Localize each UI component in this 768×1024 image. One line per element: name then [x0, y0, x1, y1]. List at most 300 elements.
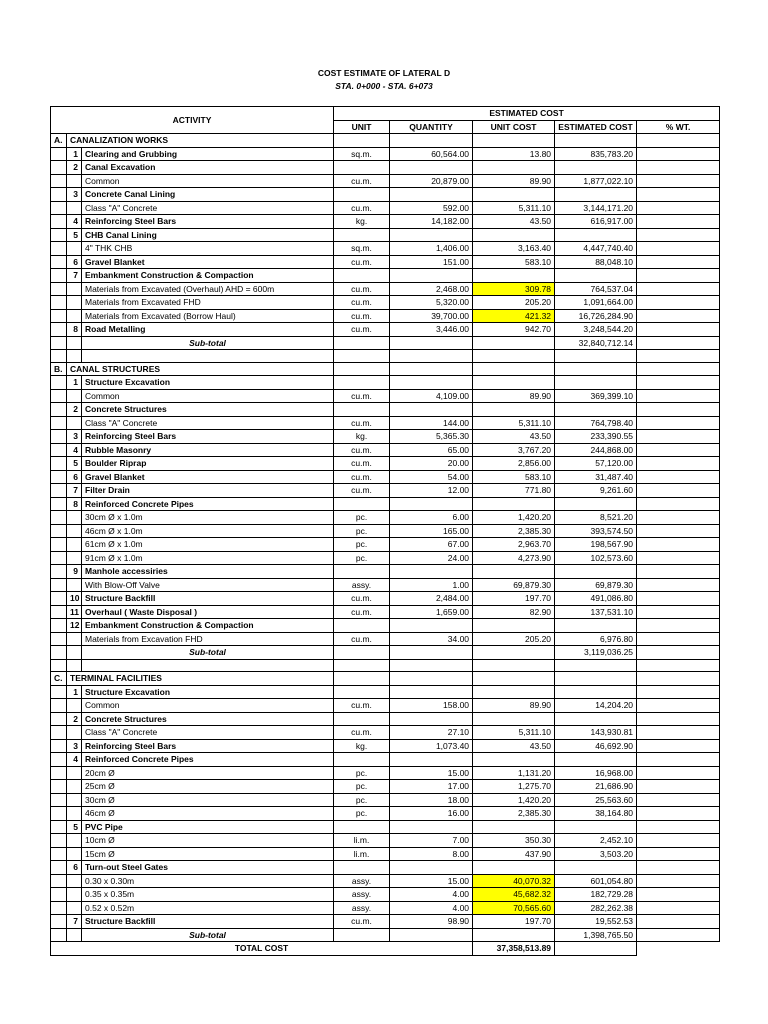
unit-cell	[334, 269, 390, 283]
percent-weight-cell	[637, 323, 720, 337]
item-description: CHB Canal Lining	[82, 228, 334, 242]
spacer-cell	[51, 578, 67, 592]
estimated-cost-cell: 491,086.80	[555, 592, 637, 606]
item-description: Clearing and Grubbing	[82, 147, 334, 161]
percent-weight-cell	[637, 389, 720, 403]
sub-item-description: Materials from Excavated (Overhaul) AHD = 600m	[82, 282, 334, 296]
unit-cost-cell: 350.30	[473, 834, 555, 848]
quantity-cell: 12.00	[390, 484, 473, 498]
percent-weight-cell	[637, 847, 720, 861]
unit-cell: sq.m.	[334, 147, 390, 161]
estimated-cost-cell	[555, 685, 637, 699]
item-number: 11	[67, 605, 82, 619]
unit-cost-cell: 1,131.20	[473, 766, 555, 780]
table-row	[51, 888, 720, 902]
estimated-cost-cell	[555, 672, 637, 686]
spacer-cell	[67, 766, 82, 780]
item-number: 3	[67, 430, 82, 444]
quantity-cell	[390, 712, 473, 726]
quantity-cell: 16.00	[390, 807, 473, 821]
percent-weight-cell	[637, 592, 720, 606]
unit-cell	[334, 685, 390, 699]
subtotal-label: Sub-total	[82, 336, 334, 350]
unit-cell	[334, 403, 390, 417]
estimated-cost-cell: 137,531.10	[555, 605, 637, 619]
unit-cost-cell	[473, 672, 555, 686]
unit-cost-cell	[473, 134, 555, 148]
table-row	[51, 511, 720, 525]
spacer-cell	[51, 685, 67, 699]
percent-weight-cell	[637, 766, 720, 780]
table-row	[51, 915, 720, 929]
unit-cell	[334, 820, 390, 834]
table-row	[51, 726, 720, 740]
spacer-cell	[51, 376, 67, 390]
percent-weight-cell	[637, 242, 720, 256]
activity-header: ACTIVITY	[51, 107, 334, 134]
unit-cell: cu.m.	[334, 323, 390, 337]
estimated-cost-cell	[555, 269, 637, 283]
percent-weight-cell	[637, 215, 720, 229]
spacer-cell	[51, 269, 67, 283]
sub-item-description: With Blow-Off Valve	[82, 578, 334, 592]
unit-cell: kg.	[334, 215, 390, 229]
unit-cost-cell: 197.70	[473, 915, 555, 929]
estimated-cost-cell: 143,930.81	[555, 726, 637, 740]
quantity-cell: 14,182.00	[390, 215, 473, 229]
section-title: TERMINAL FACILITIES	[67, 672, 334, 686]
item-description: Rubble Masonry	[82, 443, 334, 457]
percent-weight-cell	[637, 430, 720, 444]
percent-weight-cell	[637, 739, 720, 753]
item-number: 7	[67, 484, 82, 498]
item-number: 3	[67, 739, 82, 753]
unit-cost-cell	[473, 565, 555, 579]
estimated-cost-cell: 601,054.80	[555, 874, 637, 888]
estimated-cost-cell	[555, 188, 637, 202]
spacer-cell	[51, 901, 67, 915]
sub-item-description: 15cm Ø	[82, 847, 334, 861]
unit-cell: pc.	[334, 538, 390, 552]
percent-weight-cell	[637, 888, 720, 902]
table-row	[51, 861, 720, 875]
unit-cost-cell	[473, 228, 555, 242]
spacer-cell	[51, 484, 67, 498]
table-row	[51, 416, 720, 430]
unit-cost-cell: 43.50	[473, 739, 555, 753]
quantity-cell: 592.00	[390, 201, 473, 215]
quantity-cell: 158.00	[390, 699, 473, 713]
sub-item-description: 10cm Ø	[82, 834, 334, 848]
table-row	[51, 242, 720, 256]
estimated-cost-cell: 88,048.10	[555, 255, 637, 269]
estimated-cost-cell	[555, 376, 637, 390]
unit-cost-cell: 5,311.10	[473, 726, 555, 740]
quantity-cell	[390, 362, 473, 376]
table-row	[51, 389, 720, 403]
quantity-cell: 1,406.00	[390, 242, 473, 256]
estimated-cost-cell	[555, 228, 637, 242]
spacer-cell	[67, 511, 82, 525]
spacer-cell	[67, 578, 82, 592]
item-number: 5	[67, 457, 82, 471]
percent-weight-cell	[637, 161, 720, 175]
spacer-cell	[51, 389, 67, 403]
total-estimated-cost: 37,358,513.89	[473, 942, 555, 956]
table-row	[51, 619, 720, 633]
table-row	[51, 497, 720, 511]
unit-cost-cell	[473, 753, 555, 767]
estimated-cost-cell	[555, 161, 637, 175]
quantity-cell: 67.00	[390, 538, 473, 552]
spacer-cell	[67, 201, 82, 215]
quantity-cell: 1,659.00	[390, 605, 473, 619]
sub-item-description: 20cm Ø	[82, 766, 334, 780]
sub-item-description: 61cm Ø x 1.0m	[82, 538, 334, 552]
unit-cell: cu.m.	[334, 915, 390, 929]
quantity-cell: 20,879.00	[390, 174, 473, 188]
unit-cell	[334, 362, 390, 376]
item-description: Reinforcing Steel Bars	[82, 430, 334, 444]
unit-cost-cell: 421.32	[473, 309, 555, 323]
item-number: 4	[67, 753, 82, 767]
estimated-cost-cell: 4,447,740.40	[555, 242, 637, 256]
spacer-cell	[51, 888, 67, 902]
item-number: 3	[67, 188, 82, 202]
unit-cell: cu.m.	[334, 296, 390, 310]
table-row	[51, 901, 720, 915]
percent-weight-cell	[637, 619, 720, 633]
table-row	[51, 578, 720, 592]
item-description: Gravel Blanket	[82, 255, 334, 269]
unit-cell: li.m.	[334, 834, 390, 848]
unit-cell	[334, 928, 390, 942]
spacer-cell	[51, 766, 67, 780]
estimated-cost-cell: 198,567.90	[555, 538, 637, 552]
quantity-cell	[390, 753, 473, 767]
percent-weight-cell	[637, 793, 720, 807]
unit-cost-cell: 3,163.40	[473, 242, 555, 256]
unit-cell	[334, 188, 390, 202]
percent-weight-header: % WT.	[637, 120, 720, 134]
sub-item-description: Common	[82, 389, 334, 403]
unit-cell: cu.m.	[334, 282, 390, 296]
unit-cost-cell	[473, 497, 555, 511]
sub-item-description: Materials from Excavated (Borrow Haul)	[82, 309, 334, 323]
item-description: Filter Drain	[82, 484, 334, 498]
unit-cell	[334, 565, 390, 579]
percent-weight-cell	[637, 350, 720, 363]
estimated-cost-cell	[555, 619, 637, 633]
estimated-cost-cell: 244,868.00	[555, 443, 637, 457]
table-row	[51, 188, 720, 202]
unit-cell: kg.	[334, 739, 390, 753]
table-row	[51, 834, 720, 848]
unit-header: UNIT	[334, 120, 390, 134]
spacer-cell	[51, 565, 67, 579]
sub-item-description: 46cm Ø	[82, 807, 334, 821]
estimated-cost-cell: 3,119,036.25	[555, 646, 637, 660]
sub-item-description: Materials from Excavation FHD	[82, 632, 334, 646]
table-row	[51, 376, 720, 390]
sub-item-description: 30cm Ø x 1.0m	[82, 511, 334, 525]
spacer-cell	[51, 551, 67, 565]
quantity-cell: 151.00	[390, 255, 473, 269]
section-row	[51, 362, 720, 376]
subtotal-row	[51, 336, 720, 350]
table-row	[51, 820, 720, 834]
table-row	[51, 443, 720, 457]
unit-cell: assy.	[334, 901, 390, 915]
unit-cost-cell: 89.90	[473, 389, 555, 403]
spacer-cell	[51, 699, 67, 713]
spacer-cell	[51, 430, 67, 444]
spacer-cell	[67, 416, 82, 430]
table-row	[51, 699, 720, 713]
header-row-1	[51, 107, 720, 121]
spacer-cell	[67, 807, 82, 821]
unit-cell: pc.	[334, 511, 390, 525]
quantity-cell: 3,446.00	[390, 323, 473, 337]
item-number: 1	[67, 376, 82, 390]
subtotal-row	[51, 646, 720, 660]
quantity-cell: 15.00	[390, 766, 473, 780]
quantity-cell: 7.00	[390, 834, 473, 848]
quantity-cell	[390, 350, 473, 363]
item-number: 5	[67, 820, 82, 834]
estimated-cost-cell: 2,452.10	[555, 834, 637, 848]
cost-estimate-table	[50, 106, 720, 956]
spacer-cell	[51, 739, 67, 753]
table-row	[51, 524, 720, 538]
unit-cost-cell: 2,385.30	[473, 524, 555, 538]
percent-weight-cell	[637, 309, 720, 323]
item-description: Concrete Canal Lining	[82, 188, 334, 202]
unit-cost-cell: 1,420.20	[473, 511, 555, 525]
page-subtitle: STA. 0+000 - STA. 6+073	[335, 81, 433, 91]
sub-item-description: 4" THK CHB	[82, 242, 334, 256]
item-number: 2	[67, 403, 82, 417]
sub-item-description: 0.30 x 0.30m	[82, 874, 334, 888]
percent-weight-cell	[637, 861, 720, 875]
estimated-cost-cell: 1,877,022.10	[555, 174, 637, 188]
spacer-cell	[51, 201, 67, 215]
percent-weight-cell	[637, 336, 720, 350]
estimated-cost-cell: 182,729.28	[555, 888, 637, 902]
unit-cell: pc.	[334, 793, 390, 807]
blank-row	[51, 659, 720, 672]
spacer-cell	[51, 228, 67, 242]
unit-cost-cell: 205.20	[473, 296, 555, 310]
table-row	[51, 215, 720, 229]
unit-cost-cell: 43.50	[473, 430, 555, 444]
item-number: 2	[67, 161, 82, 175]
spacer-cell	[51, 524, 67, 538]
unit-cost-cell: 2,385.30	[473, 807, 555, 821]
unit-cell: cu.m.	[334, 699, 390, 713]
unit-cost-cell	[473, 659, 555, 672]
table-row	[51, 457, 720, 471]
quantity-cell: 20.00	[390, 457, 473, 471]
section-letter: A.	[51, 134, 67, 148]
quantity-cell	[390, 861, 473, 875]
item-description: Concrete Structures	[82, 403, 334, 417]
spacer-cell	[67, 780, 82, 794]
sub-item-description: Class "A" Concrete	[82, 416, 334, 430]
unit-cell	[334, 619, 390, 633]
estimated-cost-cell	[555, 565, 637, 579]
estimated-cost-cell: 69,879.30	[555, 578, 637, 592]
item-description: Reinforcing Steel Bars	[82, 739, 334, 753]
percent-weight-cell	[637, 901, 720, 915]
item-description: Road Metalling	[82, 323, 334, 337]
spacer-cell	[51, 915, 67, 929]
unit-cell: pc.	[334, 780, 390, 794]
section-letter: B.	[51, 362, 67, 376]
sub-item-description: Class "A" Concrete	[82, 726, 334, 740]
estimated-cost-cell	[555, 134, 637, 148]
percent-weight-cell	[637, 915, 720, 929]
spacer-cell	[51, 646, 67, 660]
estimated-cost-cell	[555, 861, 637, 875]
quantity-cell: 5,320.00	[390, 296, 473, 310]
total-label: TOTAL COST	[51, 942, 473, 956]
unit-cost-cell	[473, 928, 555, 942]
unit-cost-cell	[473, 188, 555, 202]
percent-weight-cell	[637, 147, 720, 161]
quantity-cell	[390, 646, 473, 660]
unit-cell: cu.m.	[334, 592, 390, 606]
quantity-cell: 34.00	[390, 632, 473, 646]
estimated-cost-group-header: ESTIMATED COST	[334, 107, 720, 121]
percent-weight-cell	[637, 511, 720, 525]
unit-cell	[334, 497, 390, 511]
spacer-cell	[51, 282, 67, 296]
unit-cell: cu.m.	[334, 201, 390, 215]
unit-cost-cell	[473, 685, 555, 699]
unit-cost-header: UNIT COST	[473, 120, 555, 134]
unit-cost-cell: 583.10	[473, 470, 555, 484]
quantity-cell: 1,073.40	[390, 739, 473, 753]
unit-cost-cell	[473, 350, 555, 363]
spacer-cell	[51, 780, 67, 794]
item-description: Reinforced Concrete Pipes	[82, 497, 334, 511]
item-description: Manhole accessiries	[82, 565, 334, 579]
item-number: 7	[67, 915, 82, 929]
item-description: Gravel Blanket	[82, 470, 334, 484]
unit-cell: li.m.	[334, 847, 390, 861]
percent-weight-cell	[637, 928, 720, 942]
unit-cell: cu.m.	[334, 443, 390, 457]
unit-cost-cell: 309.78	[473, 282, 555, 296]
unit-cell: pc.	[334, 807, 390, 821]
spacer-cell	[51, 416, 67, 430]
spacer-cell	[67, 888, 82, 902]
quantity-cell: 2,468.00	[390, 282, 473, 296]
estimated-cost-cell: 369,399.10	[555, 389, 637, 403]
quantity-header: QUANTITY	[390, 120, 473, 134]
estimated-cost-cell: 16,726,284.90	[555, 309, 637, 323]
percent-weight-cell	[637, 685, 720, 699]
percent-weight-cell	[637, 874, 720, 888]
estimated-cost-cell	[555, 350, 637, 363]
unit-cost-cell	[473, 712, 555, 726]
spacer-cell	[51, 659, 67, 672]
spacer-cell	[51, 712, 67, 726]
table-row	[51, 605, 720, 619]
unit-cost-cell: 69,879.30	[473, 578, 555, 592]
sub-item-description: Class "A" Concrete	[82, 201, 334, 215]
spacer-cell	[67, 632, 82, 646]
table-row	[51, 484, 720, 498]
unit-cost-cell: 942.70	[473, 323, 555, 337]
table-row	[51, 147, 720, 161]
item-number: 10	[67, 592, 82, 606]
item-number: 6	[67, 861, 82, 875]
table-row	[51, 538, 720, 552]
estimated-cost-cell: 3,144,171.20	[555, 201, 637, 215]
estimated-cost-cell: 31,487.40	[555, 470, 637, 484]
unit-cost-cell: 3,767.20	[473, 443, 555, 457]
quantity-cell	[390, 685, 473, 699]
unit-cell: cu.m.	[334, 309, 390, 323]
unit-cell	[334, 228, 390, 242]
percent-weight-cell	[637, 376, 720, 390]
section-row	[51, 672, 720, 686]
estimated-cost-cell	[555, 712, 637, 726]
quantity-cell	[390, 659, 473, 672]
table-row	[51, 807, 720, 821]
spacer-cell	[67, 296, 82, 310]
sub-item-description: 46cm Ø x 1.0m	[82, 524, 334, 538]
estimated-cost-cell	[555, 753, 637, 767]
estimated-cost-cell: 233,390.55	[555, 430, 637, 444]
unit-cell: cu.m.	[334, 632, 390, 646]
quantity-cell	[390, 672, 473, 686]
percent-weight-cell	[637, 484, 720, 498]
estimated-cost-cell: 19,552.53	[555, 915, 637, 929]
item-description: Turn-out Steel Gates	[82, 861, 334, 875]
spacer-cell	[67, 389, 82, 403]
spacer-cell	[51, 255, 67, 269]
quantity-cell: 144.00	[390, 416, 473, 430]
table-row	[51, 174, 720, 188]
unit-cost-cell: 89.90	[473, 699, 555, 713]
unit-cell: sq.m.	[334, 242, 390, 256]
spacer-cell	[67, 928, 82, 942]
unit-cell: cu.m.	[334, 470, 390, 484]
quantity-cell	[390, 228, 473, 242]
table-row	[51, 632, 720, 646]
unit-cost-cell: 2,856.00	[473, 457, 555, 471]
item-description: Embankment Construction & Compaction	[82, 269, 334, 283]
unit-cost-cell: 583.10	[473, 255, 555, 269]
estimated-cost-cell: 835,783.20	[555, 147, 637, 161]
spacer-cell	[67, 538, 82, 552]
table-row	[51, 269, 720, 283]
spacer-cell	[51, 350, 67, 363]
percent-weight-cell	[637, 659, 720, 672]
quantity-cell: 165.00	[390, 524, 473, 538]
unit-cost-cell: 1,420.20	[473, 793, 555, 807]
unit-cost-cell: 70,565.60	[473, 901, 555, 915]
item-number: 6	[67, 470, 82, 484]
unit-cell	[334, 350, 390, 363]
item-description: Structure Excavation	[82, 685, 334, 699]
item-number: 8	[67, 323, 82, 337]
item-description: PVC Pipe	[82, 820, 334, 834]
percent-weight-cell	[637, 443, 720, 457]
